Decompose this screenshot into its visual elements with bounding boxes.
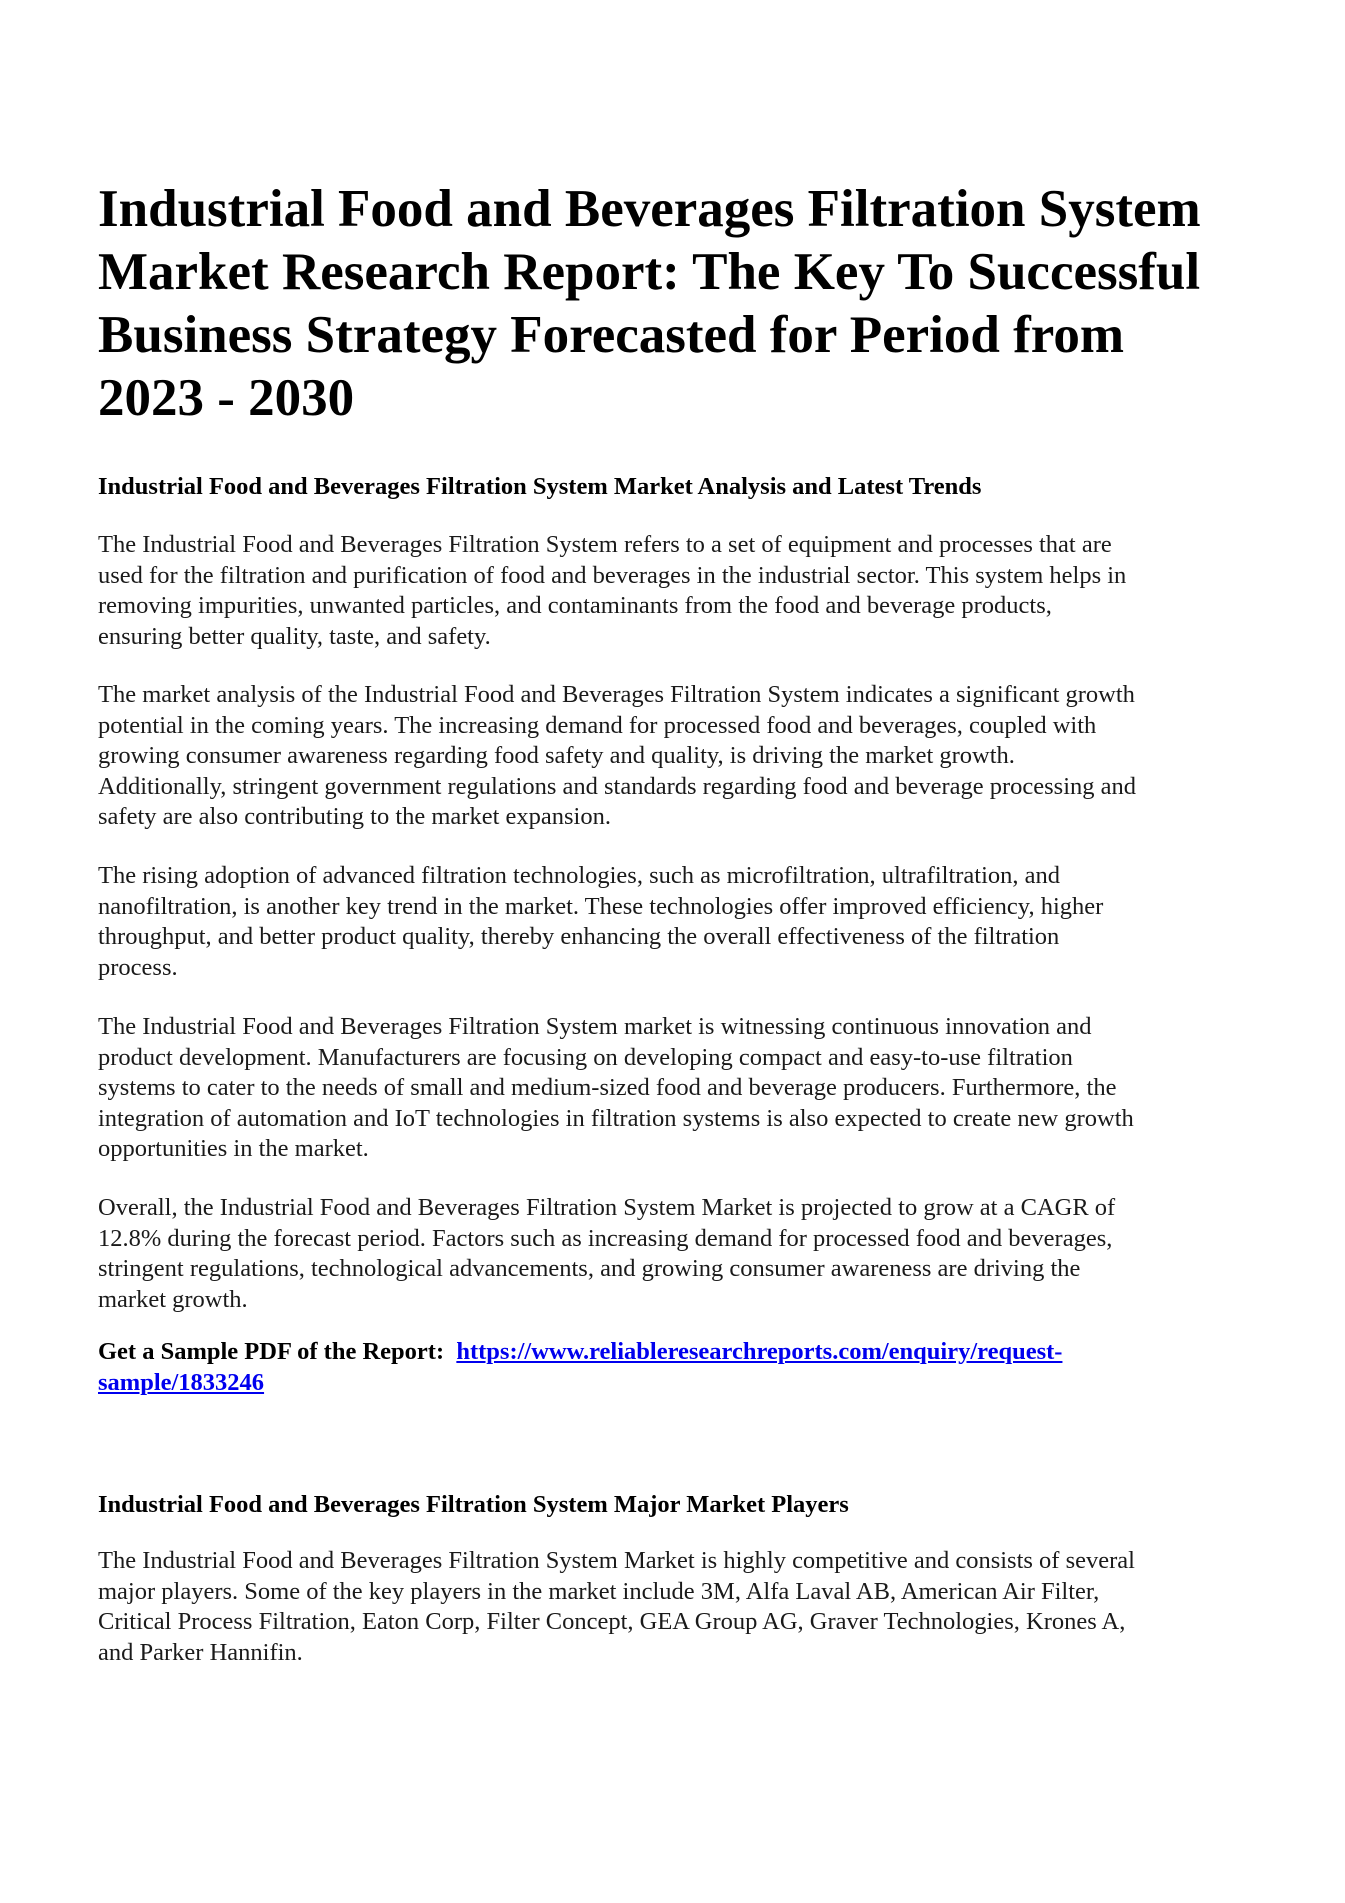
text-line: nanofiltration, is another key trend in the market. These technologies offer improved efficiency, higher [98,892,1104,920]
paragraph-market-players [98,1546,1268,1668]
text-line: The Industrial Food and Beverages Filtration System Market is highly competitive and consists of several [98,1547,1135,1574]
section-heading-analysis: Industrial Food and Beverages Filtration System Market Analysis and Latest Trends [98,473,982,500]
text-line: The Industrial Food and Beverages Filtration System market is witnessing continuous innovation and [98,1013,1092,1040]
page-title [98,178,1258,430]
text-line: opportunities in the market. [98,1135,369,1162]
text-line: safety are also contributing to the market expansion. [98,803,611,830]
text-line: potential in the coming years. The increasing demand for processed food and beverages, coupled with [98,711,1097,739]
text-line: Additionally, stringent government regulations and standards regarding food and beverage processing and [98,772,1137,800]
text-line: removing impurities, unwanted particles, and contaminants from the food and beverage products, [98,592,1052,619]
sample-pdf-link[interactable]: https://www.reliableresearchreports.com/enquiry/request- [456,1338,1063,1365]
section-heading-market-players: Industrial Food and Beverages Filtration System Major Market Players [98,1491,849,1518]
text-line: systems to cater to the needs of small and medium-sized food and beverage producers. Furthermore, the [98,1074,1117,1101]
text-line: process. [98,953,178,981]
text-line: The rising adoption of advanced filtration technologies, such as microfiltration, ultrafiltration, and [98,862,1061,889]
text-line: The Industrial Food and Beverages Filtration System refers to a set of equipment and processes that are [98,531,1112,558]
paragraph-technology-trend [98,861,1268,983]
paragraph-innovation [98,1012,1268,1165]
text-line: Critical Process Filtration, Eaton Corp, Filter Concept, GEA Group AG, Graver Technologies, Krones A, [98,1608,1126,1635]
title-line: 2023 - 2030 [98,369,355,427]
title-line: Market Research Report: The Key To Successful [98,243,1201,301]
text-line: and Parker Hannifin. [98,1638,303,1666]
text-line: market growth. [98,1285,248,1313]
paragraph-market-analysis [98,680,1268,833]
sample-pdf-label: Get a Sample PDF of the Report: [98,1338,445,1365]
sample-pdf-link-continued[interactable]: sample/1833246 [98,1368,265,1396]
text-line: integration of automation and IoT technologies in filtration systems is also expected to create new growth [98,1104,1134,1132]
text-line: Overall, the Industrial Food and Beverages Filtration System Market is projected to grow at a CAGR of [98,1194,1116,1221]
text-line: ensuring better quality, taste, and safety. [98,622,491,650]
sample-pdf-callout [98,1337,1268,1398]
text-line: product development. Manufacturers are focusing on developing compact and easy-to-use filtration [98,1043,1073,1071]
text-line: The market analysis of the Industrial Food and Beverages Filtration System indicates a significant growth [98,681,1135,708]
paragraph-cagr-overview [98,1193,1268,1315]
text-line: major players. Some of the key players in the market include 3M, Alfa Laval AB, American Air Filter, [98,1577,1100,1605]
paragraph-definition [98,530,1268,652]
text-line: growing consumer awareness regarding food safety and quality, is driving the market growth. [98,742,1015,769]
text-line: 12.8% during the forecast period. Factors such as increasing demand for processed food and beverages, [98,1224,1113,1252]
text-line: used for the filtration and purification of food and beverages in the industrial sector. This system helps in [98,561,1127,589]
title-line: Industrial Food and Beverages Filtration System [98,180,1201,238]
text-line: stringent regulations, technological advancements, and growing consumer awareness are driving the [98,1255,1081,1282]
title-line: Business Strategy Forecasted for Period from [98,306,1124,364]
text-line: throughput, and better product quality, thereby enhancing the overall effectiveness of the filtration [98,923,1060,950]
